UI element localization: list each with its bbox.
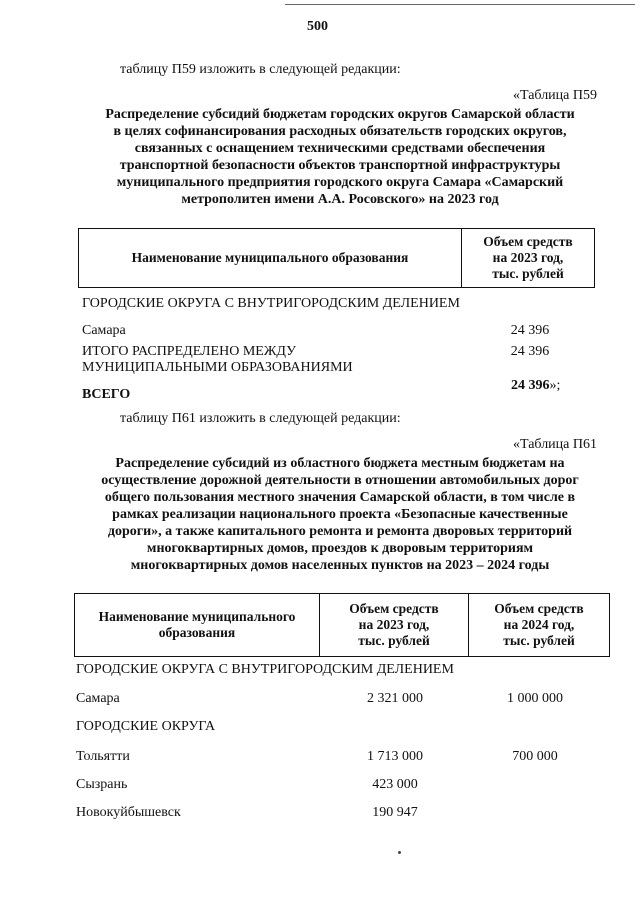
- row-value-2024: 1 000 000: [507, 691, 563, 706]
- table-tag-p61: «Таблица П61: [513, 437, 597, 452]
- table-title-p59: [70, 106, 610, 208]
- group-heading: ГОРОДСКИЕ ОКРУГА С ВНУТРИГОРОДСКИМ ДЕЛЕНИЕМ: [82, 296, 460, 311]
- group-heading: ГОРОДСКИЕ ОКРУГА С ВНУТРИГОРОДСКИМ ДЕЛЕНИЕМ: [76, 662, 454, 677]
- group-heading: ГОРОДСКИЕ ОКРУГА: [76, 719, 216, 734]
- title-line: многоквартирных домов, проездов к дворовым территориям: [146, 541, 534, 556]
- title-line: дороги», а также капитального ремонта и ремонта дворовых территорий: [107, 524, 573, 539]
- title-line: транспортной безопасности объектов транспортной инфраструктуры: [119, 158, 561, 173]
- title-line: общего пользования местного значения Самарской области, в том числе в: [104, 490, 576, 505]
- grand-total-suffix: »;: [549, 378, 561, 393]
- row-value: 24 396: [510, 323, 550, 338]
- row-value-2023: 1 713 000: [367, 749, 423, 764]
- table-header-p59: [78, 228, 595, 288]
- total-label: ИТОГО РАСПРЕДЕЛЕНО МЕЖДУ МУНИЦИПАЛЬНЫМИ ОБРАЗОВАНИЯМИ: [82, 344, 353, 375]
- title-line: рамках реализации национального проекта «Безопасные качественные: [112, 507, 568, 522]
- top-edge-line: [285, 4, 635, 5]
- title-line: Распределение субсидий из областного бюджета местным бюджетам на: [115, 456, 565, 471]
- title-line: муниципального предприятия городского округа Самара «Самарский: [116, 175, 564, 190]
- table-title-p61: [72, 455, 608, 574]
- row-name: Самара: [76, 691, 120, 706]
- header-col-2023: Объем средств на 2023 год, тыс. рублей: [462, 229, 595, 288]
- page-number: 500: [307, 19, 328, 34]
- row-name: Тольятти: [76, 749, 130, 764]
- scan-speck: [398, 851, 401, 854]
- row-name: Самара: [82, 323, 126, 338]
- header-col-name: Наименование муниципального образования: [75, 594, 320, 657]
- title-line: связанных с оснащением техническими средствами обеспечения: [134, 141, 546, 156]
- header-col-name: Наименование муниципального образования: [79, 229, 462, 288]
- header-col-2024: Объем средств на 2024 год, тыс. рублей: [469, 594, 610, 657]
- title-line: Распределение субсидий бюджетам городских округов Самарской области: [105, 107, 575, 122]
- row-name: Сызрань: [76, 777, 128, 792]
- title-line: многоквартирных домов населенных пунктов на 2023 – 2024 годы: [130, 558, 550, 573]
- grand-total-label: ВСЕГО: [82, 387, 131, 402]
- intro-text-p59: таблицу П59 изложить в следующей редакции:: [120, 62, 401, 77]
- grand-total-value: 24 396: [511, 378, 550, 393]
- table-tag-p59: «Таблица П59: [513, 88, 597, 103]
- row-value-2023: 190 947: [372, 805, 418, 820]
- row-value-2024: 700 000: [512, 749, 558, 764]
- table-header-p61: [74, 593, 610, 657]
- title-line: метрополитен имени А.А. Росовского» на 2023 год: [181, 192, 499, 207]
- header-col-2023: Объем средств на 2023 год, тыс. рублей: [320, 594, 469, 657]
- title-line: осуществление дорожной деятельности в отношении автомобильных дорог: [101, 473, 579, 488]
- total-value: 24 396: [510, 344, 550, 359]
- grand-total: [511, 378, 560, 394]
- row-name: Новокуйбышевск: [76, 805, 181, 820]
- intro-text-p61: таблицу П61 изложить в следующей редакции:: [120, 411, 401, 426]
- title-line: в целях софинансирования расходных обязательств городских округов,: [113, 124, 567, 139]
- row-value-2023: 423 000: [372, 777, 418, 792]
- row-value-2023: 2 321 000: [367, 691, 423, 706]
